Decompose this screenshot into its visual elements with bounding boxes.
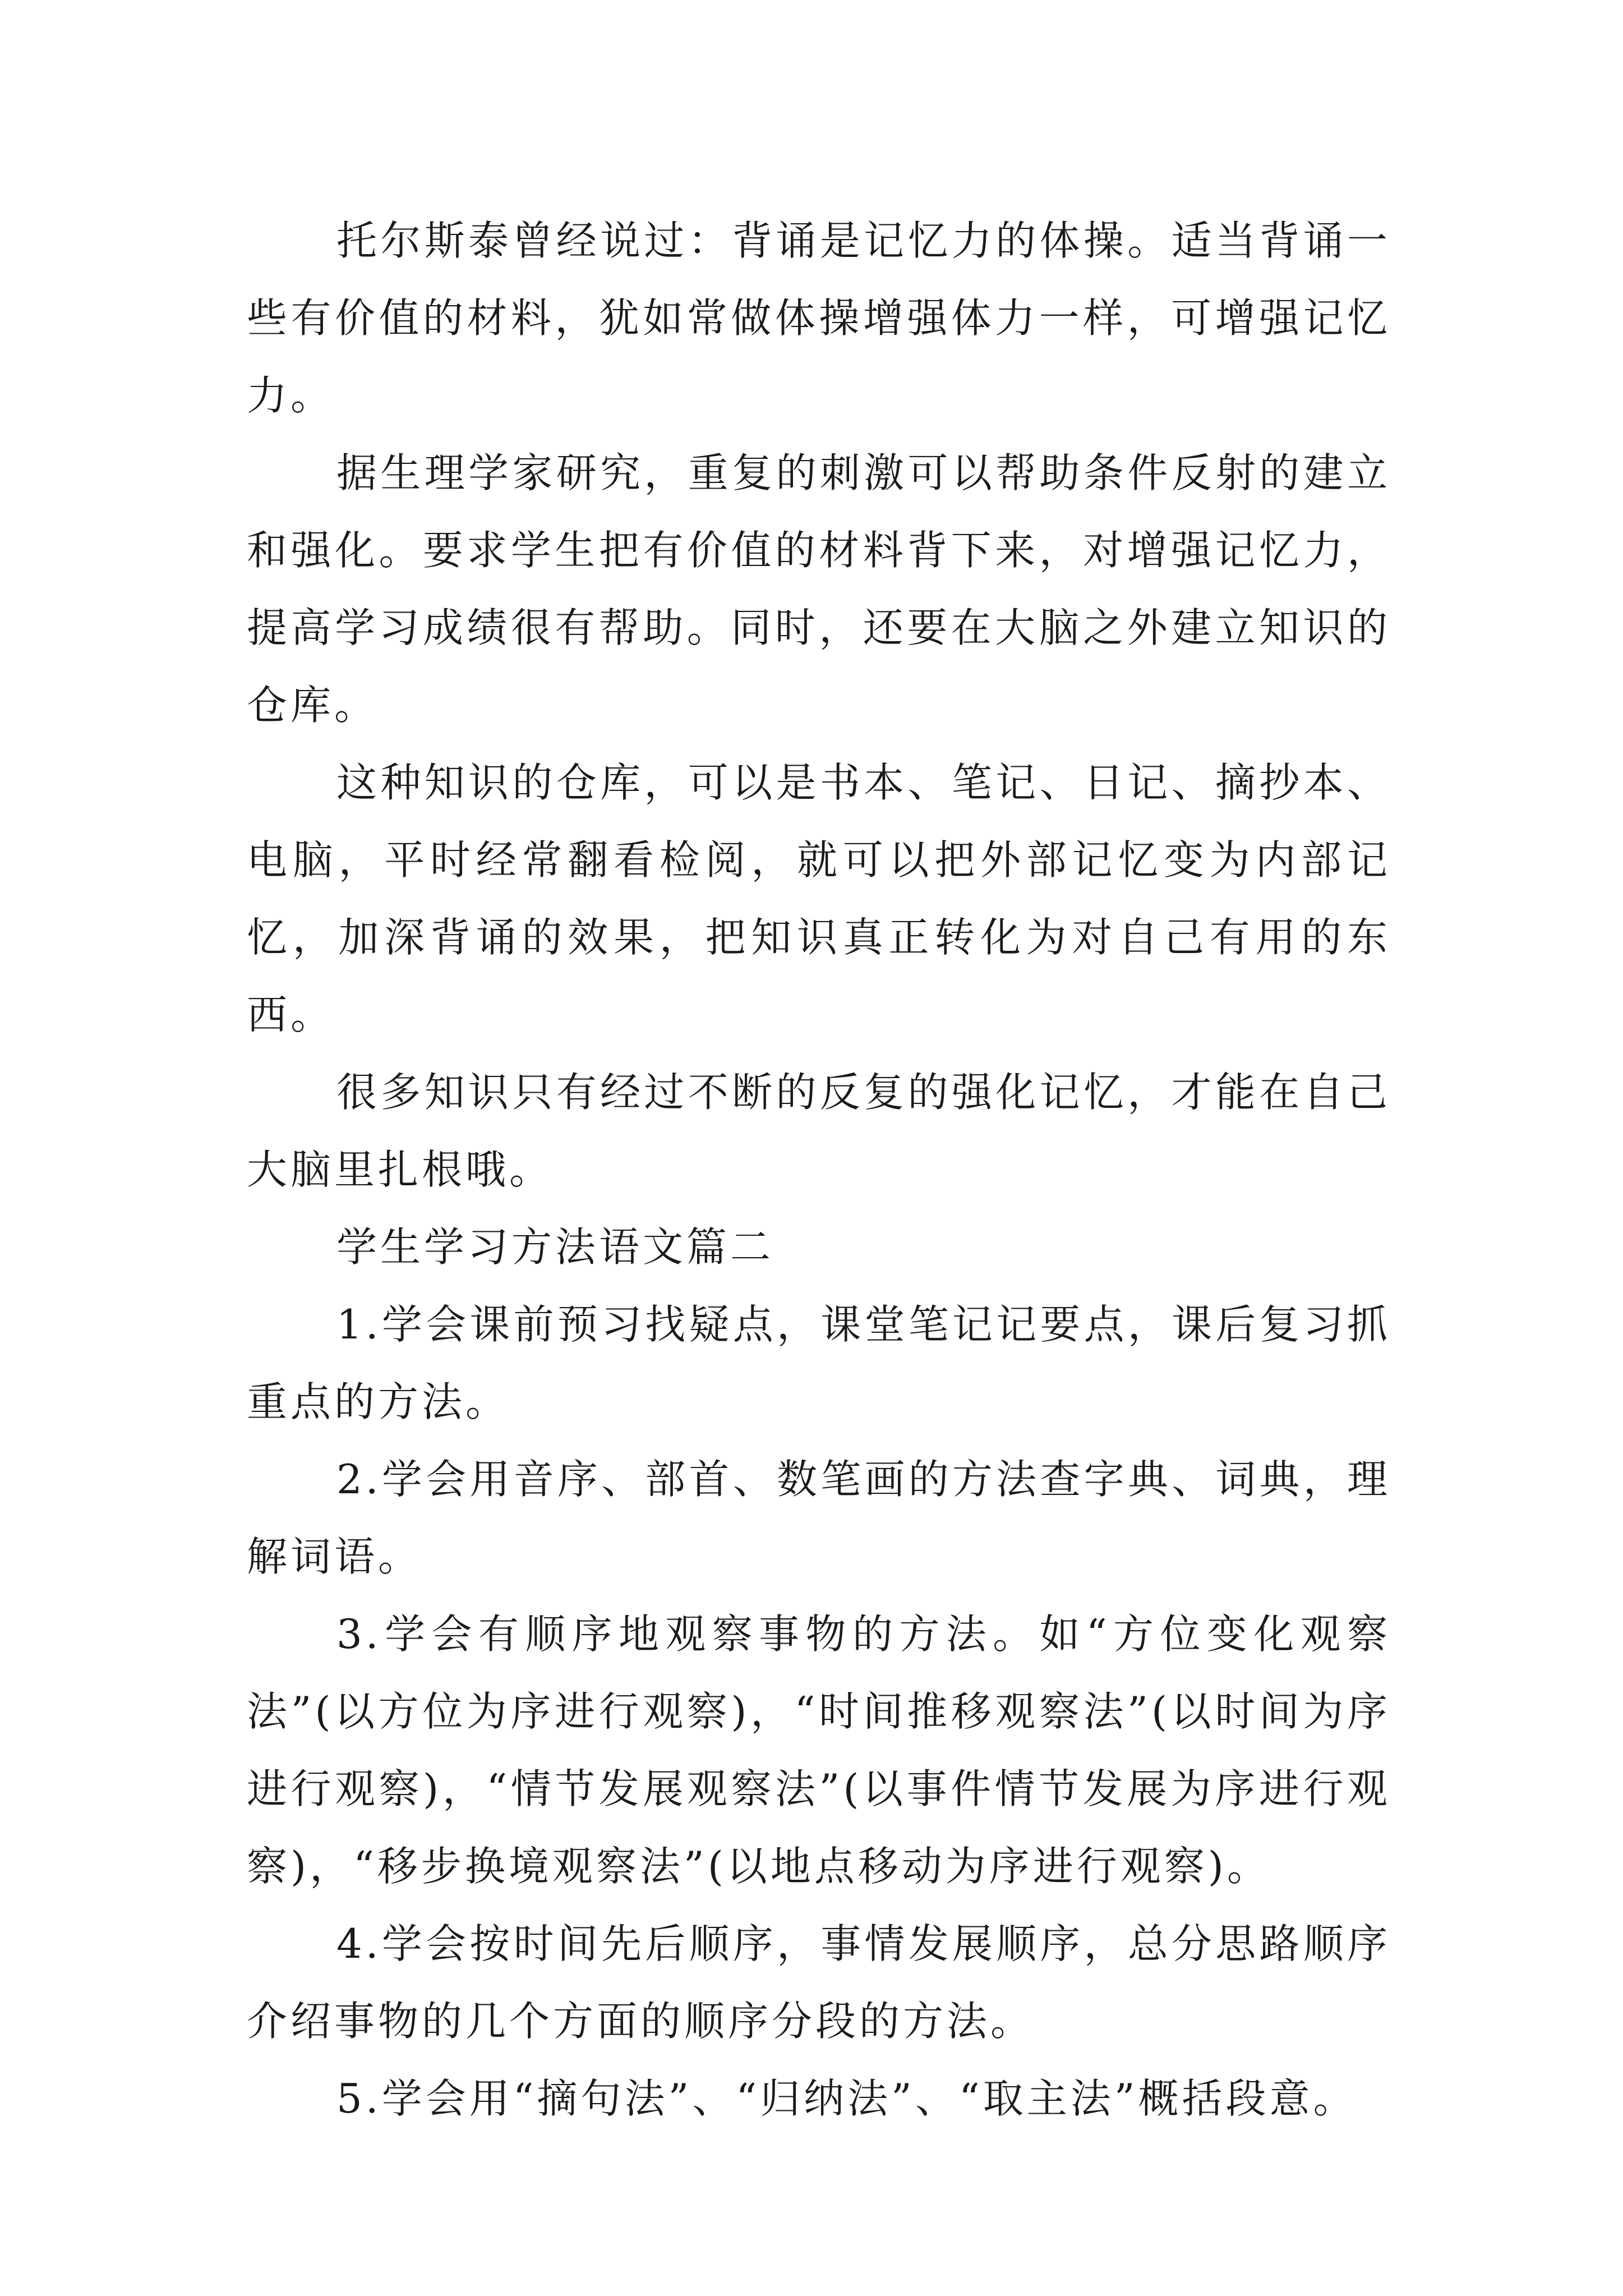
- list-item-1: 1.学会课前预习找疑点，课堂笔记记要点，课后复习抓重点的方法。: [247, 1301, 1391, 1425]
- paragraph-reinforcement: 很多知识只有经过不断的反复的强化记忆，才能在自己大脑里扎根哦。: [247, 1069, 1391, 1193]
- list-item-2: 2.学会用音序、部首、数笔画的方法查字典、词典，理解词语。: [247, 1456, 1391, 1580]
- paragraph-recitation: 托尔斯泰曾经说过：背诵是记忆力的体操。适当背诵一些有价值的材料，犹如常做体操增强体力一样，可增强记忆力。: [247, 217, 1391, 419]
- list-item-4: 4.学会按时间先后顺序，事情发展顺序，总分思路顺序介绍事物的几个方面的顺序分段的方法。: [247, 1920, 1391, 2045]
- document-body: [247, 202, 1391, 2137]
- list-item-5: 5.学会用“摘句法”、“归纳法”、“取主法”概括段意。: [336, 2075, 1357, 2122]
- list-item-3: 3.学会有顺序地观察事物的方法。如“方位变化观察法”(以方位为序进行观察)，“时间推移观察法”(以时间为序进行观察)，“情节发展观察法”(以事件情节发展为序进行观察)，“移步换境观察法”(以地点移动为序进行观察)。: [247, 1611, 1391, 1890]
- paragraph-repetition: 据生理学家研究，重复的刺激可以帮助条件反射的建立和强化。要求学生把有价值的材料背下来，对增强记忆力，提高学习成绩很有帮助。同时，还要在大脑之外建立知识的仓库。: [247, 449, 1391, 729]
- section-heading: 学生学习方法语文篇二: [336, 1223, 774, 1271]
- paragraph-knowledge-store: 这种知识的仓库，可以是书本、笔记、日记、摘抄本、电脑，平时经常翻看检阅，就可以把外部记忆变为内部记忆，加深背诵的效果，把知识真正转化为对自己有用的东西。: [247, 759, 1391, 1038]
